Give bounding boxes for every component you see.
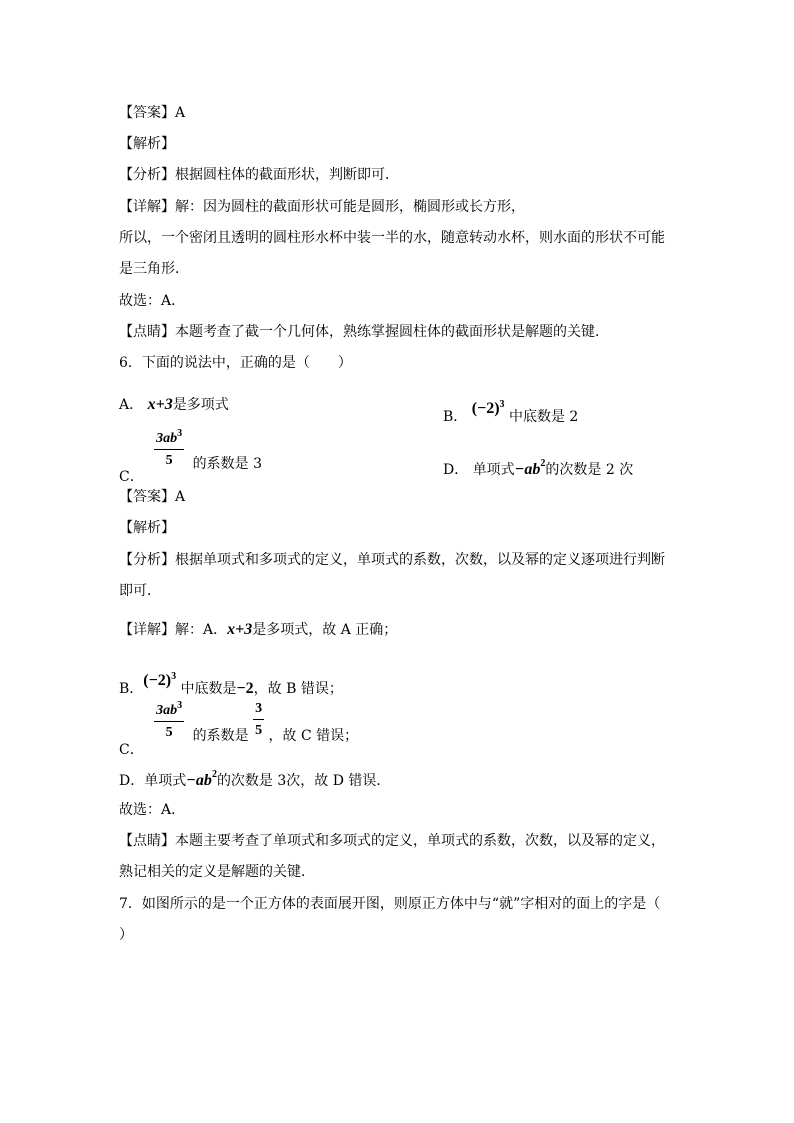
option-d-text: 的次数是 2 次 bbox=[545, 462, 634, 478]
q7-stem-line2: ） bbox=[119, 927, 133, 943]
xiangjie-b-value: −2 bbox=[236, 680, 254, 697]
q5-dianjing: 【点睛】本题考查了截一个几何体，熟练掌握圆柱体的截面形状是解题的关键． bbox=[119, 324, 609, 340]
q7-stem-line1: 7．如图所示的是一个正方体的表面展开图，则原正方体中与“就”字相对的面上的字是（ bbox=[119, 896, 661, 912]
q6-choose: 故选：A． bbox=[119, 802, 186, 818]
q6-xiangjie-b bbox=[119, 668, 343, 698]
xiangjie-c-text2: ，故 C 错误； bbox=[268, 727, 359, 744]
xiangjie-d-text: 的次数是 3次，故 D 错误． bbox=[216, 773, 391, 789]
xiangjie-c-denominator: 5 bbox=[165, 725, 173, 740]
q6-option-d bbox=[443, 455, 633, 479]
q5-xiangjie-line2: 所以，一个密闭且透明的圆柱形水杯中装一半的水，随意转动水杯，则水面的形状不可能 bbox=[119, 230, 665, 246]
xiangjie-a-math: x+3 bbox=[227, 621, 253, 638]
xiangjie-c-fraction bbox=[154, 698, 184, 741]
q6-xiangjie-d bbox=[119, 766, 390, 790]
option-b-text: 中底数是 2 bbox=[508, 409, 579, 425]
option-c-text: 的系数是 3 bbox=[192, 455, 262, 472]
xiangjie-d-prefix: D．单项式 bbox=[119, 773, 187, 789]
q6-analysis-tag: 【解析】 bbox=[119, 520, 175, 536]
option-b-label: B． bbox=[443, 409, 468, 425]
option-c-numerator-exp: 3 bbox=[177, 428, 183, 439]
xiangjie-b-exponent: 3 bbox=[171, 671, 177, 682]
option-b-exponent: 3 bbox=[499, 399, 505, 410]
option-c-denominator: 5 bbox=[165, 453, 173, 468]
q6-dianjing-line1: 【点睛】本题主要考查了单项式和多项式的定义，单项式的系数，次数，以及幂的定义， bbox=[119, 833, 665, 849]
xiangjie-b-text1: 中底数是 bbox=[180, 681, 237, 697]
q6-dianjing-line2: 熟记相关的定义是解题的关键． bbox=[119, 864, 315, 880]
option-b-base: (−2) bbox=[471, 400, 500, 417]
q6-xiangjie-a bbox=[119, 621, 397, 639]
xiangjie-c-result-den: 5 bbox=[255, 722, 263, 738]
option-a-math: x+3 bbox=[147, 396, 173, 413]
xiangjie-b-label: B． bbox=[119, 681, 144, 697]
option-d-math: −ab bbox=[514, 461, 541, 478]
xiangjie-c-result-fraction bbox=[253, 701, 264, 739]
option-a-text: 是多项式 bbox=[172, 397, 229, 413]
q5-xiangjie-line3: 是三角形． bbox=[119, 261, 189, 277]
xiangjie-c-numerator: 3ab bbox=[156, 703, 178, 718]
q5-answer: 【答案】A bbox=[119, 105, 186, 121]
option-a-label: A． bbox=[119, 397, 144, 413]
q6-option-b bbox=[443, 396, 578, 426]
option-c-numerator: 3ab bbox=[156, 431, 178, 446]
q5-choose: 故选：A． bbox=[119, 293, 186, 309]
option-c-label: C． bbox=[119, 468, 144, 485]
xiangjie-a-prefix: 【详解】解：A． bbox=[119, 622, 228, 638]
q6-stem: 6．下面的说法中，正确的是（ ） bbox=[119, 355, 352, 371]
q6-xiangjie-c bbox=[119, 700, 359, 758]
xiangjie-c-numerator-exp: 3 bbox=[177, 700, 183, 711]
q6-option-a bbox=[119, 396, 229, 414]
xiangjie-d-math: −ab bbox=[186, 772, 212, 789]
xiangjie-c-label: C． bbox=[119, 741, 144, 758]
q6-fenxi-line2: 即可． bbox=[119, 583, 161, 599]
q6-fenxi-line1: 【分析】根据单项式和多项式的定义，单项式的系数，次数，以及幂的定义逐项进行判断 bbox=[119, 552, 665, 568]
option-c-fraction bbox=[154, 426, 184, 469]
option-d-label: D． bbox=[443, 462, 469, 478]
xiangjie-b-text2: ，故 B 错误； bbox=[253, 681, 343, 697]
option-d-exponent: 2 bbox=[540, 458, 546, 469]
q5-analysis-tag: 【解析】 bbox=[119, 136, 175, 152]
q6-option-c bbox=[119, 428, 262, 485]
q5-fenxi: 【分析】根据圆柱体的截面形状，判断即可． bbox=[119, 167, 399, 183]
option-d-prefix: 单项式 bbox=[472, 462, 515, 478]
xiangjie-c-result-num: 3 bbox=[253, 701, 264, 720]
xiangjie-c-text1: 的系数是 bbox=[192, 727, 249, 744]
xiangjie-b-base: (−2) bbox=[143, 672, 172, 689]
q6-answer: 【答案】A bbox=[119, 489, 186, 505]
xiangjie-d-exponent: 2 bbox=[211, 769, 217, 780]
xiangjie-a-text: 是多项式，故 A 正确； bbox=[252, 622, 398, 638]
q5-xiangjie-line1: 【详解】解：因为圆柱的截面形状可能是圆形，椭圆形或长方形， bbox=[119, 199, 525, 215]
